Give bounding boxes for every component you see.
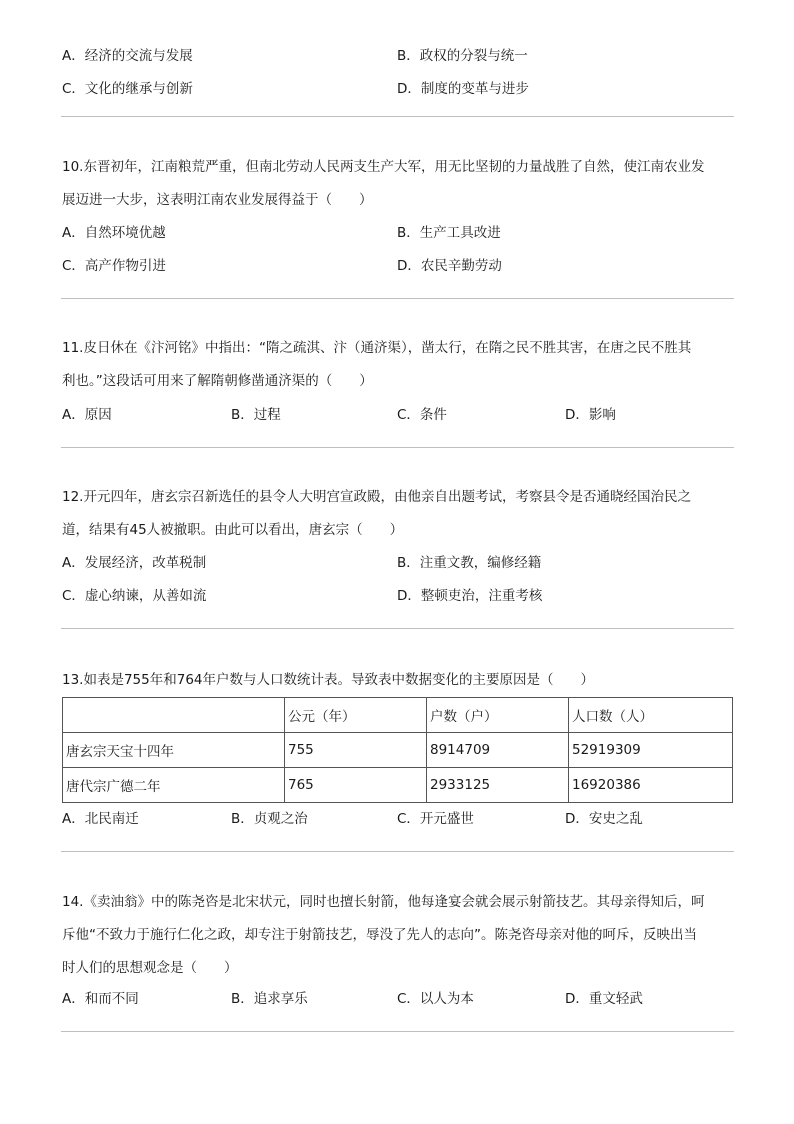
q9-option-b[interactable]: B．政权的分裂与统一 (397, 48, 528, 64)
q11-stem-line2: 利也。”这段话可用来了解隋朝修凿通济渠的（ ） (62, 373, 373, 389)
q13-option-b[interactable]: B．贞观之治 (231, 811, 308, 827)
q14-option-c[interactable]: C．以人为本 (397, 991, 474, 1007)
q9-option-d[interactable]: D．制度的变革与进步 (397, 81, 529, 97)
question-divider (61, 116, 734, 117)
table-row (63, 733, 733, 768)
q13-option-c[interactable]: C．开元盛世 (397, 811, 474, 827)
table-cell: 16920386 (569, 768, 733, 803)
q13-option-d[interactable]: D．安史之乱 (565, 811, 643, 827)
table-cell: 755 (285, 733, 427, 768)
table-cell: 唐代宗广德二年 (63, 768, 285, 803)
q10-option-b[interactable]: B．生产工具改进 (397, 225, 501, 241)
q11-option-d[interactable]: D．影响 (565, 407, 616, 423)
q12-option-b[interactable]: B．注重文教，编修经籍 (397, 555, 542, 571)
q14-option-a[interactable]: A．和而不同 (62, 991, 139, 1007)
q11-option-b[interactable]: B．过程 (231, 407, 281, 423)
q13-statistics-table (62, 697, 733, 803)
question-divider (61, 851, 734, 852)
q10-stem-line2: 展迈进一大步，这表明江南农业发展得益于（ ） (62, 192, 373, 208)
q14-stem-line1: 14.《卖油翁》中的陈尧咨是北宋状元，同时也擅长射箭，他每逢宴会就会展示射箭技艺。其母亲得知后，呵 (62, 894, 705, 910)
q14-option-d[interactable]: D．重文轻武 (565, 991, 643, 1007)
table-cell: 2933125 (427, 768, 569, 803)
q14-option-b[interactable]: B．追求享乐 (231, 991, 308, 1007)
q14-stem-line2: 斥他“不致力于施行仁化之政，却专注于射箭技艺，辱没了先人的志向”。陈尧咨母亲对他的呵斥，反映出当 (62, 927, 697, 943)
q10-stem-line1: 10.东晋初年，江南粮荒严重，但南北劳动人民两支生产大军，用无比坚韧的力量战胜了自然，使江南农业发 (62, 159, 705, 175)
table-cell: 52919309 (569, 733, 733, 768)
table-row (63, 768, 733, 803)
table-header-cell: 户数（户） (427, 698, 569, 733)
question-divider (61, 628, 734, 629)
q12-stem-line1: 12.开元四年，唐玄宗召新选任的县令人大明宫宣政殿，由他亲自出题考试，考察县令是否通晓经国治民之 (62, 489, 691, 505)
q9-option-a[interactable]: A．经济的交流与发展 (62, 48, 193, 64)
table-cell: 8914709 (427, 733, 569, 768)
question-divider (61, 1031, 734, 1032)
q9-option-c[interactable]: C．文化的继承与创新 (62, 81, 193, 97)
question-divider (61, 447, 734, 448)
table-cell: 765 (285, 768, 427, 803)
q12-stem-line2: 道，结果有45人被撤职。由此可以看出，唐玄宗（ ） (62, 522, 404, 538)
q12-option-a[interactable]: A．发展经济，改革税制 (62, 555, 207, 571)
table-header-row (63, 698, 733, 733)
q14-stem-line3: 时人们的思想观念是（ ） (62, 960, 238, 976)
q11-stem-line1: 11.皮日休在《汴河铭》中指出：“隋之疏淇、汴（通济渠），凿太行，在隋之民不胜其害，在唐之民不胜其 (62, 340, 692, 356)
q11-option-c[interactable]: C．条件 (397, 407, 447, 423)
q12-option-d[interactable]: D．整顿吏治，注重考核 (397, 588, 543, 604)
question-divider (61, 298, 734, 299)
q10-option-a[interactable]: A．自然环境优越 (62, 225, 166, 241)
q11-option-a[interactable]: A．原因 (62, 407, 112, 423)
table-cell: 唐玄宗天宝十四年 (63, 733, 285, 768)
q10-option-d[interactable]: D．农民辛勤劳动 (397, 258, 502, 274)
q10-option-c[interactable]: C．高产作物引进 (62, 258, 166, 274)
table-header-cell (63, 698, 285, 733)
q12-option-c[interactable]: C．虚心纳谏，从善如流 (62, 588, 207, 604)
q13-option-a[interactable]: A．北民南迁 (62, 811, 139, 827)
table-header-cell: 人口数（人） (569, 698, 733, 733)
q13-stem-line1: 13.如表是755年和764年户数与人口数统计表。导致表中数据变化的主要原因是（ ） (62, 672, 595, 688)
table-header-cell: 公元（年） (285, 698, 427, 733)
